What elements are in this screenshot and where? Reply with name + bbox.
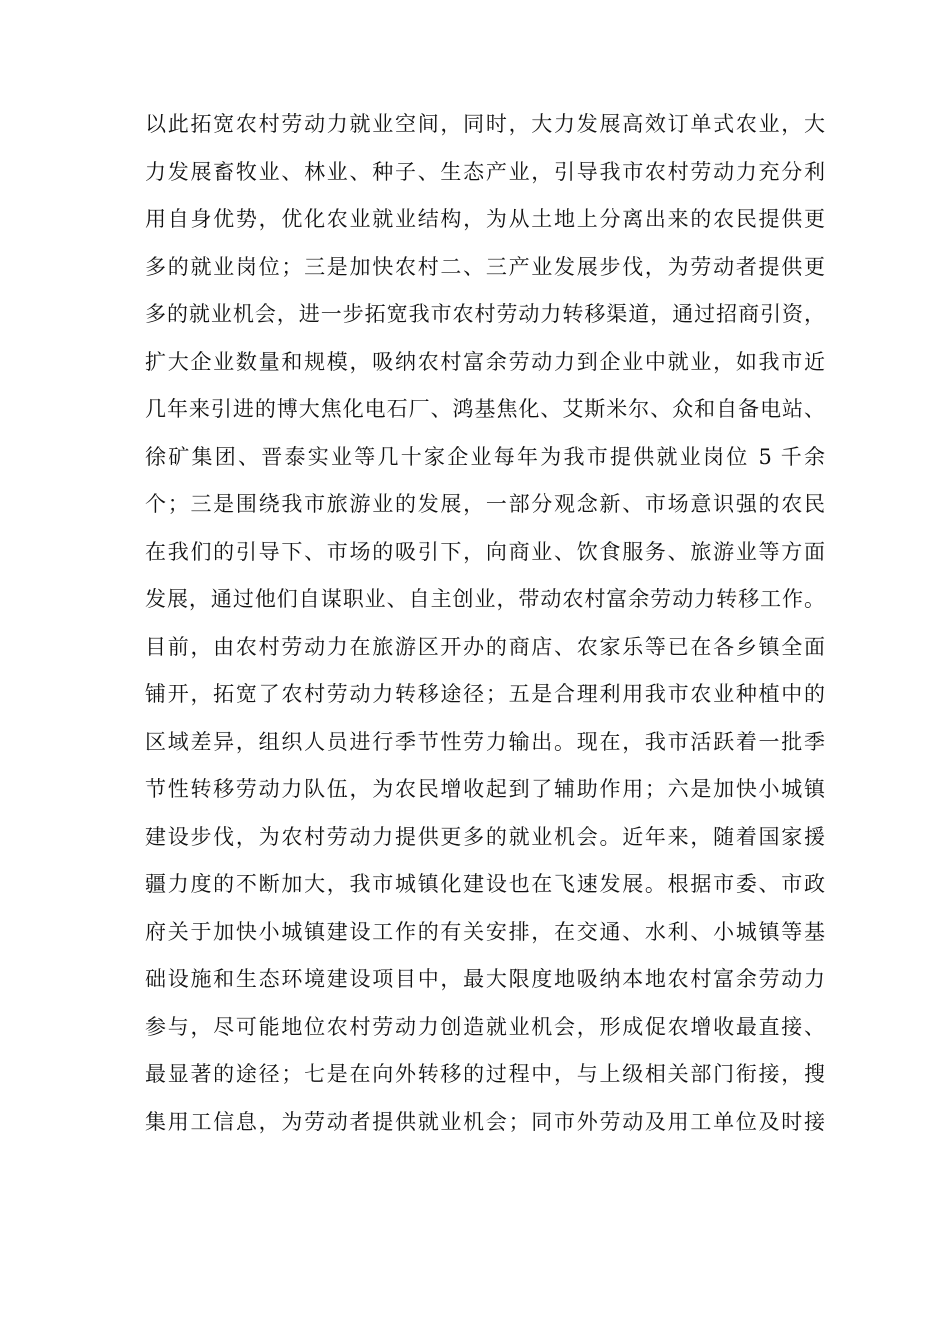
- text-line: 发展，通过他们自谋职业、自主创业，带动农村富余劳动力转移工作。: [145, 587, 825, 611]
- text-line: 疆力度的不断加大，我市城镇化建设也在飞速发展。根据市委、市政: [145, 872, 825, 896]
- text-line: 铺开，拓宽了农村劳动力转移途径；五是合理利用我市农业种植中的: [145, 682, 825, 706]
- text-line: 目前，由农村劳动力在旅游区开办的商店、农家乐等已在各乡镇全面: [145, 634, 825, 659]
- text-line: 个；三是围绕我市旅游业的发展，一部分观念新、市场意识强的农民: [145, 492, 825, 516]
- text-line: 节性转移劳动力队伍，为农民增收起到了辅助作用；六是加快小城镇: [145, 777, 825, 801]
- text-line: 参与，尽可能地位农村劳动力创造就业机会，形成促农增收最直接、: [145, 1014, 825, 1039]
- text-line: 最显著的途径；七是在向外转移的过程中，与上级相关部门衔接，搜: [145, 1062, 825, 1086]
- body-text: [145, 101, 825, 1146]
- text-line: 集用工信息，为劳动者提供就业机会；同市外劳动及用工单位及时接: [145, 1109, 825, 1134]
- text-line: 在我们的引导下、市场的吸引下，向商业、饮食服务、旅游业等方面: [145, 539, 825, 564]
- text-line: 础设施和生态环境建设项目中，最大限度地吸纳本地农村富余劳动力: [145, 967, 825, 991]
- text-line: 徐矿集团、晋泰实业等几十家企业每年为我市提供就业岗位 5 千余: [145, 444, 825, 469]
- text-line: 建设步伐，为农村劳动力提供更多的就业机会。近年来，随着国家援: [145, 824, 825, 849]
- text-line: 几年来引进的博大焦化电石厂、鸿基焦化、艾斯米尔、众和自备电站、: [145, 397, 825, 421]
- text-line: 扩大企业数量和规模，吸纳农村富余劳动力到企业中就业，如我市近: [145, 349, 825, 374]
- text-line: 力发展畜牧业、林业、种子、生态产业，引导我市农村劳动力充分利: [145, 159, 825, 184]
- text-line: 区域差异，组织人员进行季节性劳力输出。现在，我市活跃着一批季: [145, 729, 825, 754]
- text-line: 府关于加快小城镇建设工作的有关安排，在交通、水利、小城镇等基: [145, 919, 825, 944]
- text-line: 用自身优势，优化农业就业结构，为从土地上分离出来的农民提供更: [145, 207, 825, 231]
- text-line: 以此拓宽农村劳动力就业空间，同时，大力发展高效订单式农业，大: [145, 112, 825, 136]
- text-line: 多的就业机会，进一步拓宽我市农村劳动力转移渠道，通过招商引资，: [145, 302, 825, 326]
- text-line: 多的就业岗位；三是加快农村二、三产业发展步伐，为劳动者提供更: [145, 254, 825, 279]
